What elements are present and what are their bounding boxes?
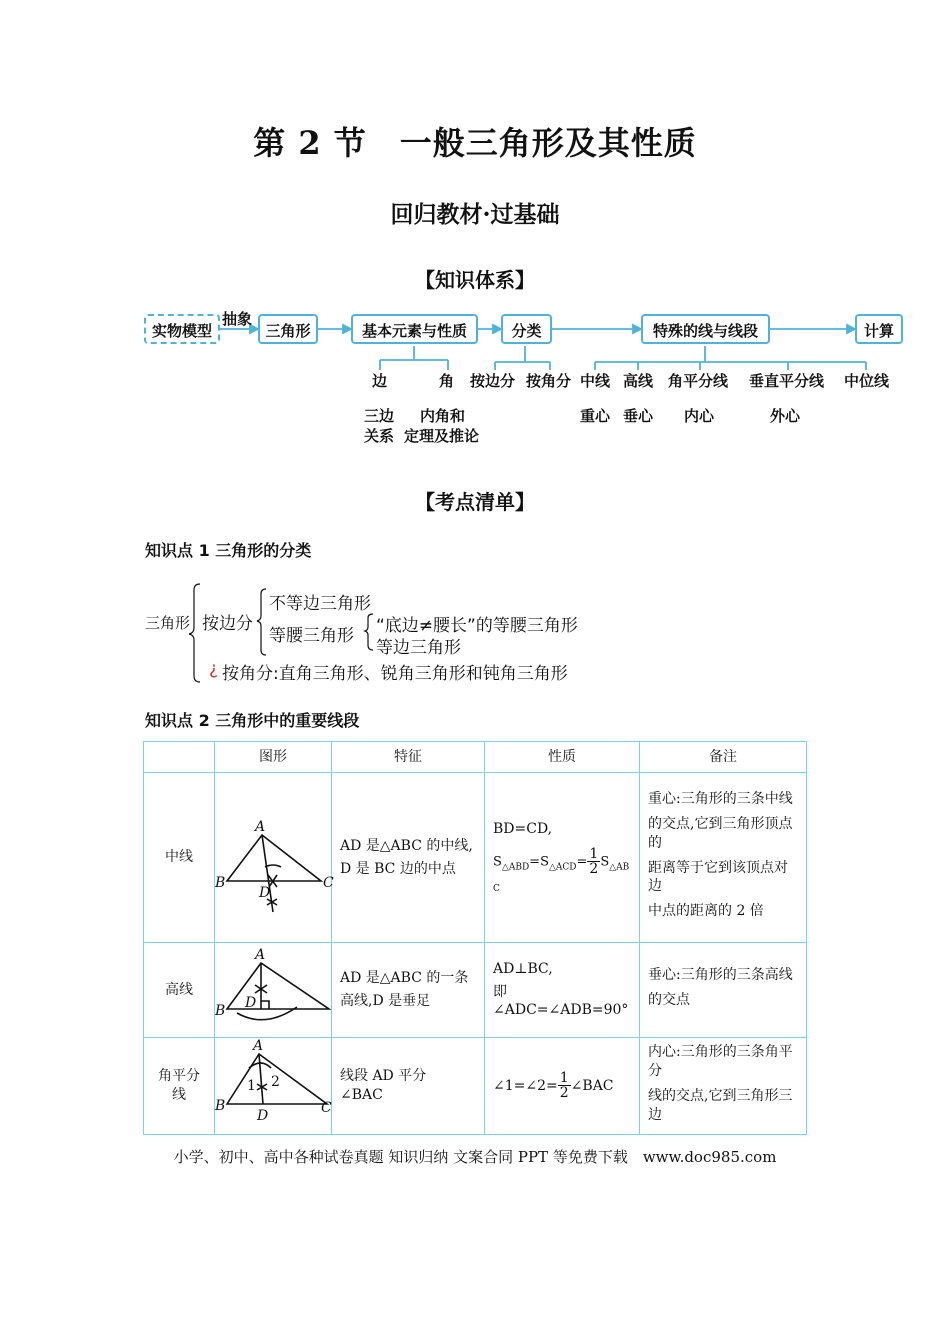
vertex-label-d: D	[257, 1107, 269, 1124]
label-by-side: 按边分	[470, 372, 516, 390]
property-line: ∠ADC=∠ADB=90°	[493, 1002, 629, 1019]
label-altitude: 高线	[623, 372, 654, 390]
note-line: 的交点	[648, 991, 690, 1008]
label-centroid: 重心	[580, 407, 611, 425]
label-midline: 中位线	[844, 372, 890, 390]
footer-text: 小学、初中、高中各种试卷真题 知识归纳 文案合同 PPT 等免费下载 www.doc985.com	[173, 1148, 777, 1166]
median-figure	[215, 785, 334, 925]
angle-label-1: 1	[247, 1077, 256, 1094]
feature-line: AD 是△ABC 的中线,	[340, 837, 473, 854]
label-perp-bisector: 垂直平分线	[749, 372, 825, 390]
vertex-label-a: A	[255, 818, 266, 835]
fraction-numerator: 1	[589, 845, 599, 862]
node-elements: 基本元素与性质	[351, 314, 478, 344]
label-angle-sum: 内角和	[420, 407, 466, 425]
property-line: AD⊥BC,	[493, 960, 553, 977]
node-calc: 计算	[855, 314, 903, 344]
label-by-angle: 按角分	[526, 372, 572, 390]
section-knowledge-system: 【知识体系】	[415, 268, 535, 292]
node-triangle: 三角形	[258, 314, 318, 344]
vertex-label-b: B	[215, 1097, 226, 1114]
formula-s: S	[493, 854, 502, 870]
altitude-figure-cell	[215, 943, 332, 1038]
bisector-property	[485, 1037, 640, 1134]
label-angle: 角	[439, 372, 455, 390]
page-subtitle: 回归教材·过基础	[390, 201, 560, 228]
node-classify: 分类	[501, 314, 552, 344]
formula-eq: =S	[529, 854, 549, 870]
formula-sub: △ABD	[501, 861, 530, 872]
bisector-note	[640, 1037, 807, 1134]
label-bisector: 角平分线	[668, 372, 729, 390]
fraction-half	[587, 847, 600, 877]
kp2-title: 知识点 2 三角形中的重要线段	[145, 711, 360, 730]
header-cell: 备注	[640, 742, 807, 773]
label-median: 中线	[580, 372, 611, 390]
vertex-label-a: A	[255, 947, 266, 963]
kp1-mark: ¿	[209, 659, 219, 679]
altitude-note	[640, 943, 807, 1038]
fraction-denominator: 2	[559, 1085, 569, 1102]
property-area-formula	[493, 847, 631, 877]
vertex-label-d: D	[245, 995, 257, 1011]
property-line: BD=CD,	[493, 820, 553, 837]
median-note	[640, 773, 807, 943]
kp1-isosceles: 等腰三角形	[269, 626, 354, 646]
label-three-sides: 三边	[364, 407, 395, 425]
kp1-iso-non-equilateral: “底边≠腰长”的等腰三角形	[376, 616, 578, 636]
label-orthocenter: 垂心	[623, 407, 654, 425]
label-side: 边	[372, 372, 388, 390]
vertex-label-c: C	[323, 874, 334, 891]
bisector-feature	[332, 1037, 485, 1134]
vertex-label-a: A	[253, 1037, 264, 1054]
kp1-title: 知识点 1 三角形的分类	[145, 541, 312, 560]
kp1-root: 三角形	[145, 614, 191, 632]
label-incenter: 内心	[684, 407, 715, 425]
feature-line: 线段 AD 平分	[340, 1067, 427, 1084]
label-theorem: 定理及推论	[404, 427, 480, 445]
vertex-label-b: B	[215, 1003, 226, 1019]
vertex-label-c: C	[321, 1099, 332, 1116]
vertex-label-b: B	[215, 874, 226, 891]
note-line: 中点的距离的 2 倍	[648, 903, 764, 920]
feature-line: 高线,D 是垂足	[340, 992, 431, 1009]
fraction-half	[558, 1071, 571, 1101]
note-line: 距离等于它到该顶点对边	[648, 859, 788, 895]
label-circumcenter: 外心	[770, 407, 801, 425]
feature-line: ∠BAC	[340, 1086, 383, 1103]
feature-line: D 是 BC 边的中点	[340, 860, 456, 877]
node-physical-model: 实物模型	[144, 314, 220, 344]
kp1-by-angle: 按角分:直角三角形、锐角三角形和钝角三角形	[222, 664, 568, 684]
kp1-scalene: 不等边三角形	[269, 594, 371, 614]
fraction-denominator: 2	[589, 861, 599, 878]
formula-sub: △AB	[609, 861, 630, 872]
formula-sub: △ACD	[548, 861, 577, 872]
formula-eq: =	[576, 854, 588, 870]
note-line: 线的交点,它到三角形三边	[648, 1087, 793, 1123]
table-row	[144, 1037, 807, 1134]
note-line: 重心:三角形的三条中线	[648, 790, 793, 807]
header-cell: 图形	[215, 742, 332, 773]
bisector-figure-cell	[215, 1037, 332, 1134]
row-name: 角平分线	[144, 1037, 215, 1134]
bisector-figure	[215, 1038, 331, 1128]
altitude-feature	[332, 943, 485, 1038]
property-line: 即	[493, 983, 507, 1000]
header-cell	[144, 742, 215, 773]
formula-part: ∠1=∠2=	[493, 1077, 558, 1094]
label-relation: 关系	[364, 427, 395, 445]
fraction-numerator: 1	[559, 1069, 569, 1086]
node-special-lines: 特殊的线与线段	[641, 314, 770, 344]
note-line: 的交点,它到三角形顶点的	[648, 815, 793, 851]
note-line: 垂心:三角形的三条高线	[648, 967, 793, 984]
median-feature	[332, 773, 485, 943]
angle-label-2: 2	[271, 1073, 280, 1090]
header-cell: 性质	[485, 742, 640, 773]
vertex-label-d: D	[259, 884, 271, 901]
row-name: 高线	[144, 943, 215, 1038]
segments-table	[143, 741, 807, 1135]
altitude-figure	[215, 943, 331, 1031]
feature-line: AD 是△ABC 的一条	[340, 970, 469, 987]
median-figure-cell	[215, 773, 332, 943]
median-property	[485, 773, 640, 943]
page-title: 第 2 节 一般三角形及其性质	[253, 124, 697, 162]
section-checklist: 【考点清单】	[415, 490, 535, 514]
note-line: 内心:三角形的三条角平分	[648, 1044, 793, 1079]
altitude-property	[485, 943, 640, 1038]
formula-sub-tail: C	[493, 884, 500, 895]
table-header-row	[144, 742, 807, 773]
row-name: 中线	[144, 773, 215, 943]
kp1-equilateral: 等边三角形	[376, 638, 461, 658]
property-bisector-formula	[493, 1071, 631, 1101]
table-row	[144, 773, 807, 943]
header-cell: 特征	[332, 742, 485, 773]
label-abstract: 抽象	[222, 310, 253, 328]
table-row	[144, 943, 807, 1038]
formula-s: S	[600, 854, 610, 870]
formula-part: ∠BAC	[570, 1077, 614, 1094]
kp1-by-side: 按边分	[202, 614, 253, 634]
